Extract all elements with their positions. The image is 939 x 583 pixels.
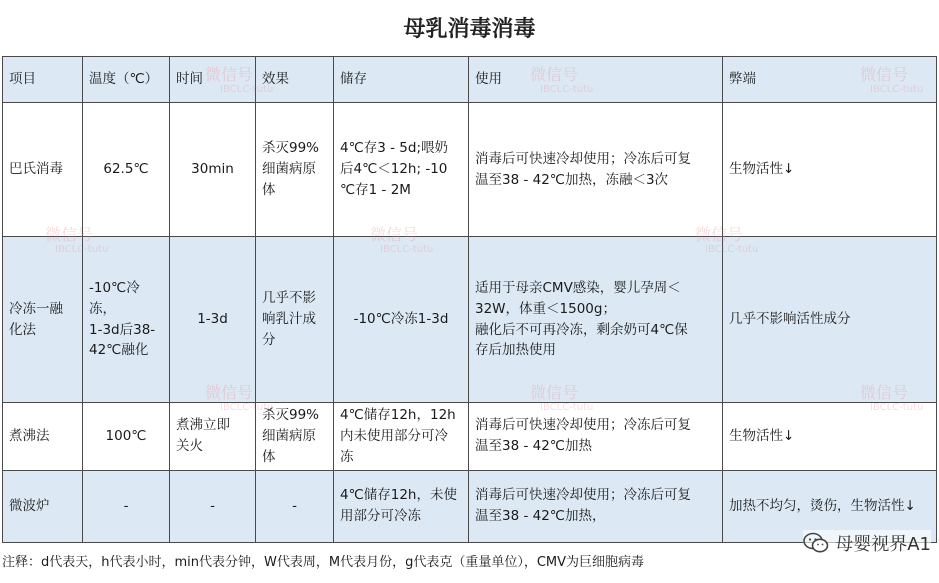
cell-line: 体 [262,448,276,465]
cell-item: 煮沸法 [3,403,83,471]
header-drawback: 弊端 [723,57,937,103]
cell-drawback: 生物活性↓ [723,103,937,237]
header-time: 时间 [170,57,256,103]
cell-line: 杀灭99% [262,140,320,157]
cell-line: 存后加热使用 [475,342,556,359]
cell-line: 关火 [176,438,203,455]
table-row [3,103,937,237]
cell-time [170,403,256,471]
cell-line: 冷冻一融 [9,300,63,317]
cell-effect [256,237,334,403]
cell-line: 温至38 - 42℃加热 [475,438,592,455]
cell-line: 温至38 - 42℃加热， [475,508,606,525]
wechat-icon [803,532,829,554]
watermark: 微信号 [860,65,909,84]
cell-line: 4℃储存12h，未使 [340,487,457,504]
watermark-sub: IBCLC-tutu [220,402,274,413]
cell-line: 32W，体重＜1500g； [475,300,616,317]
cell-line: 消毒后可快速冷却使用；冷冻后可复 [475,417,691,434]
cell-line: 细菌病原 [262,161,316,178]
cell-line: 后4℃＜12h; -10 [340,161,448,178]
cell-temp: 100℃ [83,403,170,471]
brand-badge [803,530,931,556]
watermark-sub: IBCLC-tutu [220,84,274,95]
cell-effect: - [256,470,334,542]
cell-storage [334,470,469,542]
watermark-sub: IBCLC-tutu [705,244,759,255]
table-row [3,470,937,542]
cell-item: 微波炉 [3,470,83,542]
brand-name: 母婴视界A1 [835,534,931,555]
watermark-sub: IBCLC-tutu [540,402,594,413]
watermark: 微信号 [205,383,254,402]
cell-line: 融化后不可再冷冻，剩余奶可4℃保 [475,321,688,338]
watermark-sub: IBCLC-tutu [380,244,434,255]
table-row [3,403,937,471]
cell-temp: - [83,470,170,542]
cell-temp [83,237,170,403]
cell-line: 消毒后可快速冷却使用；冷冻后可复 [475,150,691,167]
cell-time: 30min [170,103,256,237]
cell-item [3,237,83,403]
cell-item: 巴氏消毒 [3,103,83,237]
cell-effect [256,403,334,471]
cell-line: 消毒后可快速冷却使用；冷冻后可复 [475,487,691,504]
cell-line: 温至38 - 42℃加热，冻融＜3次 [475,171,669,188]
watermark-sub: IBCLC-tutu [870,402,924,413]
page-title: 母乳消毒消毒 [403,17,536,42]
watermark-sub: IBCLC-tutu [55,244,109,255]
disinfection-table [2,56,937,543]
watermark: 微信号 [530,383,579,402]
cell-line: 4℃存3 - 5d;喂奶 [340,140,448,157]
cell-temp: 62.5℃ [83,103,170,237]
cell-line: 几乎不影 [262,290,316,307]
cell-drawback: 加热不均匀，烫伤，生物活性↓ [723,470,937,542]
cell-line: 杀灭99% [262,407,320,423]
cell-usage [469,470,723,542]
header-item: 项目 [3,57,83,103]
watermark: 微信号 [45,225,94,244]
cell-line: 煮沸立即 [176,417,230,434]
table-header-row [3,57,937,103]
cell-drawback: 几乎不影响活性成分 [723,237,937,403]
watermark: 微信号 [860,383,909,402]
cell-line: ℃存1 - 2M [340,181,411,198]
header-temp: 温度（℃） [83,57,170,103]
watermark-sub: IBCLC-tutu [870,84,924,95]
cell-line: 4℃储存12h，12h [340,407,456,423]
cell-line: 42℃融化 [89,342,149,359]
cell-effect [256,103,334,237]
cell-time: - [170,470,256,542]
cell-line: 1-3d后38- [89,321,156,338]
cell-storage [334,403,469,471]
cell-usage [469,103,723,237]
cell-line: 分 [262,331,276,348]
cell-line: 细菌病原 [262,427,316,444]
cell-line: 响乳汁成 [262,311,316,328]
cell-line: 内未使用部分可冷 [340,427,448,444]
watermark: 微信号 [205,65,254,84]
cell-line: 化法 [9,321,36,338]
watermark: 微信号 [695,225,744,244]
watermark-sub: IBCLC-tutu [540,84,594,95]
cell-time: 1-3d [170,237,256,403]
cell-usage [469,237,723,403]
header-effect: 效果 [256,57,334,103]
cell-line: 用部分可冷冻 [340,508,421,525]
footnote: 注释：d代表天，h代表小时，min代表分钟，W代表周，M代表月份，g代表克（重量单位），CMV为巨细胞病毒 [2,555,645,570]
cell-storage [334,103,469,237]
watermark: 微信号 [370,225,419,244]
header-storage: 储存 [334,57,469,103]
table-row [3,237,937,403]
cell-line: 冻 [340,448,354,465]
cell-line: -10℃冷冻， [89,279,140,317]
cell-storage: -10℃冷冻1-3d [334,237,469,403]
watermark: 微信号 [530,65,579,84]
cell-usage [469,403,723,471]
cell-line: 适用于母亲CMV感染，婴儿孕周＜ [475,279,681,296]
cell-drawback: 生物活性↓ [723,403,937,471]
cell-line: 体 [262,181,276,198]
header-usage: 使用 [469,57,723,103]
